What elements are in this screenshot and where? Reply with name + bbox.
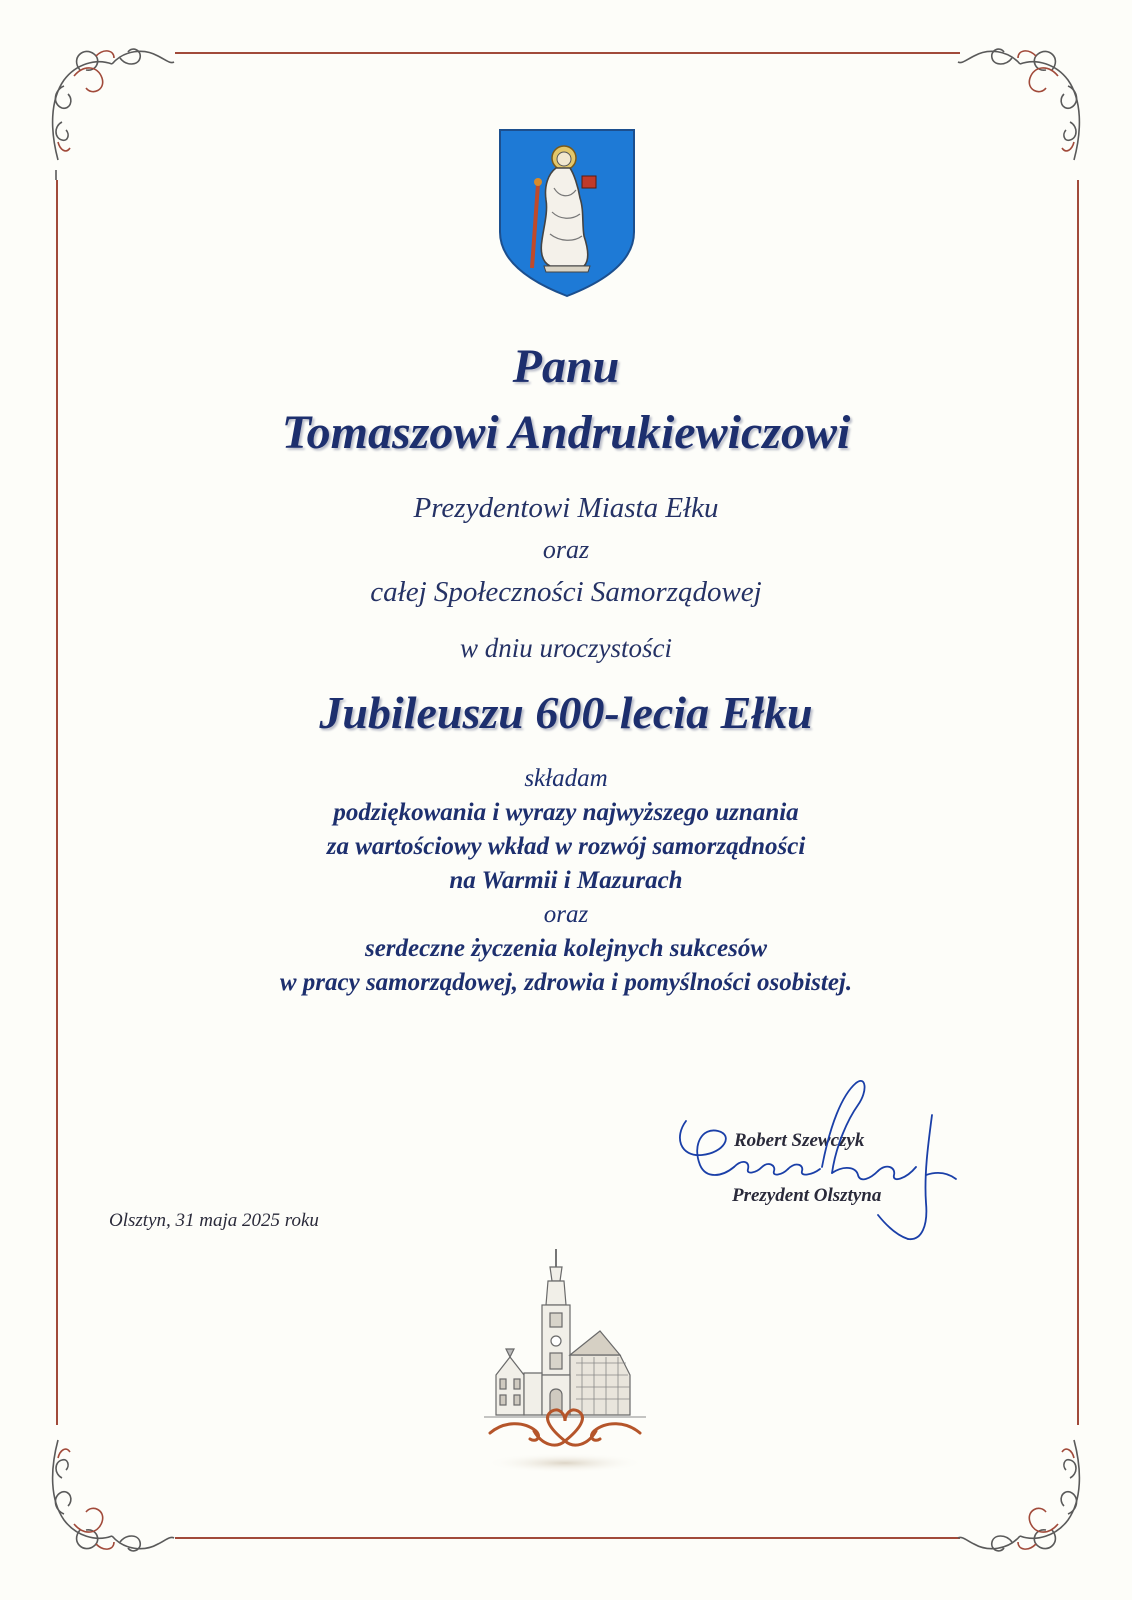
body-line: serdeczne życzenia kolejnych sukcesów xyxy=(364,935,768,962)
place-date: Olsztyn, 31 maja 2025 roku xyxy=(109,1210,319,1231)
signatory-name: Robert Szewczyk xyxy=(734,1130,865,1151)
recipient-name: Tomaszowi Andrukiewiczowi xyxy=(281,406,851,459)
corner-ornament-icon xyxy=(942,1420,1092,1570)
corner-ornament-icon xyxy=(40,30,190,180)
frame-bottom-line xyxy=(175,1537,960,1539)
body-line: składam xyxy=(524,765,608,792)
frame-left-line xyxy=(56,180,58,1425)
body-line: podziękowania i wyrazy najwyższego uznania xyxy=(333,799,799,826)
handwritten-signature-icon xyxy=(672,1075,972,1245)
occasion-line: w dniu uroczystości xyxy=(460,633,672,663)
body-line: w pracy samorządowej, zdrowia i pomyślności osobistej. xyxy=(279,969,853,996)
jubilee-title: Jubileuszu 600-lecia Ełku xyxy=(319,687,813,738)
body-text xyxy=(100,762,1032,1000)
frame-right-line xyxy=(1077,180,1079,1425)
body-line: oraz xyxy=(543,901,589,928)
corner-ornament-icon xyxy=(942,30,1092,180)
coat-of-arms-icon xyxy=(498,128,636,298)
recipient-role: Prezydentowi Miasta Ełku xyxy=(413,492,719,524)
corner-ornament-icon xyxy=(40,1420,190,1570)
town-hall-emblem-icon xyxy=(470,1245,660,1475)
signature-block xyxy=(672,1075,972,1245)
body-line: na Warmii i Mazurach xyxy=(449,867,683,894)
recipient-salutation: Panu xyxy=(512,340,620,393)
signatory-role: Prezydent Olsztyna xyxy=(732,1185,882,1206)
body-line: za wartościowy wkład w rozwój samorządności xyxy=(326,833,806,860)
intro-conjunction: oraz xyxy=(542,535,590,564)
community-line: całej Społeczności Samorządowej xyxy=(370,576,762,608)
frame-top-line xyxy=(175,52,960,54)
